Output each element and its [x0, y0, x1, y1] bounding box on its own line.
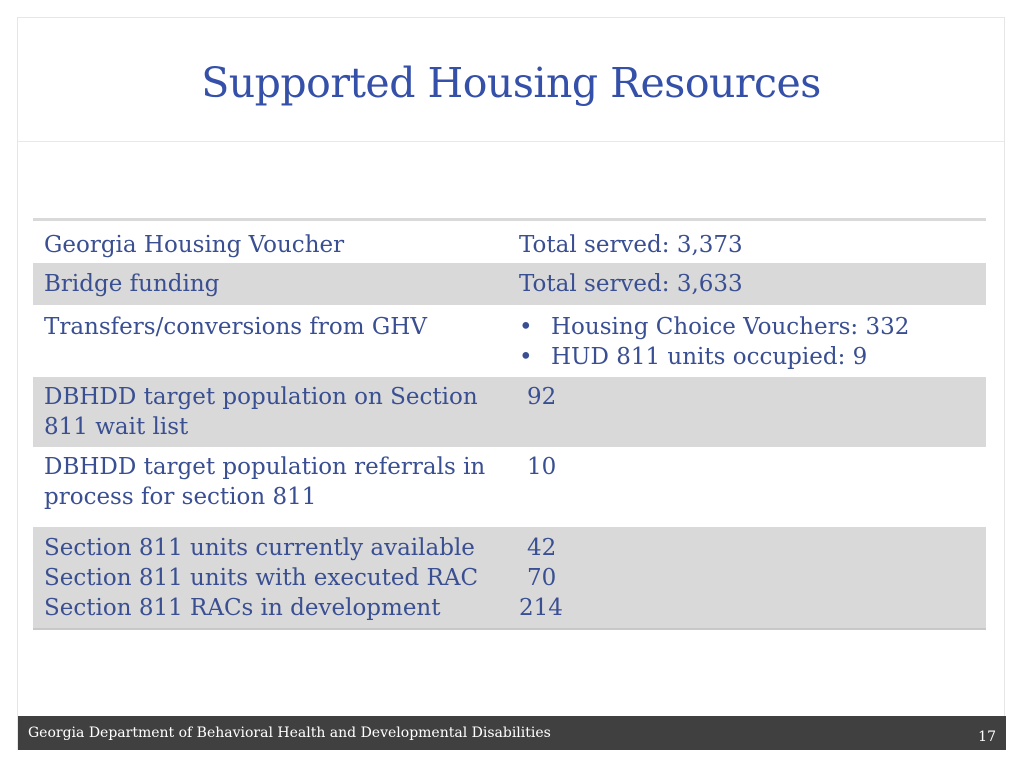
- table-row-transfers: [33, 305, 986, 377]
- row-values: [509, 533, 986, 628]
- table-row-ghv: [33, 221, 986, 263]
- table-row-bridge: [33, 263, 986, 305]
- row-label: Section 811 RACs in development: [44, 595, 441, 621]
- table-row-waitlist: [33, 377, 986, 447]
- footer-organization: Georgia Department of Behavioral Health and Developmental Disabilities: [28, 725, 551, 741]
- row-label: Transfers/conversions from GHV: [44, 314, 427, 340]
- row-label: Section 811 units with executed RAC: [44, 565, 479, 591]
- row-value: 42: [527, 535, 557, 561]
- list-item: • Housing Choice Vouchers: 332: [519, 314, 910, 340]
- housing-resources-table: [33, 218, 986, 630]
- row-label: Bridge funding: [44, 271, 220, 297]
- footer-bar: [18, 716, 1006, 750]
- row-label: Section 811 units currently available: [44, 535, 475, 561]
- table-row-section-811: [33, 527, 986, 630]
- row-bullets: [509, 312, 986, 377]
- row-labels: [33, 533, 509, 628]
- row-value: 70: [527, 565, 557, 591]
- row-label: Georgia Housing Voucher: [44, 232, 345, 258]
- bullet-icon: •: [519, 314, 533, 340]
- row-label: DBHDD target population on Section 811 wait list: [44, 384, 478, 440]
- row-value: Total served: 3,633: [519, 271, 743, 297]
- row-label: DBHDD target population referrals in process for section 811: [44, 454, 486, 510]
- row-value: 10: [527, 454, 557, 480]
- row-value: 92: [527, 384, 557, 410]
- title-band: [18, 18, 1004, 142]
- bullet-icon: •: [519, 344, 533, 370]
- table-row-referrals: [33, 447, 986, 527]
- slide-title: Supported Housing Resources: [201, 58, 821, 107]
- list-item: • HUD 811 units occupied: 9: [519, 344, 868, 370]
- row-value: Total served: 3,373: [519, 232, 743, 258]
- row-value: 214: [519, 595, 563, 621]
- page-number: 17: [978, 729, 996, 745]
